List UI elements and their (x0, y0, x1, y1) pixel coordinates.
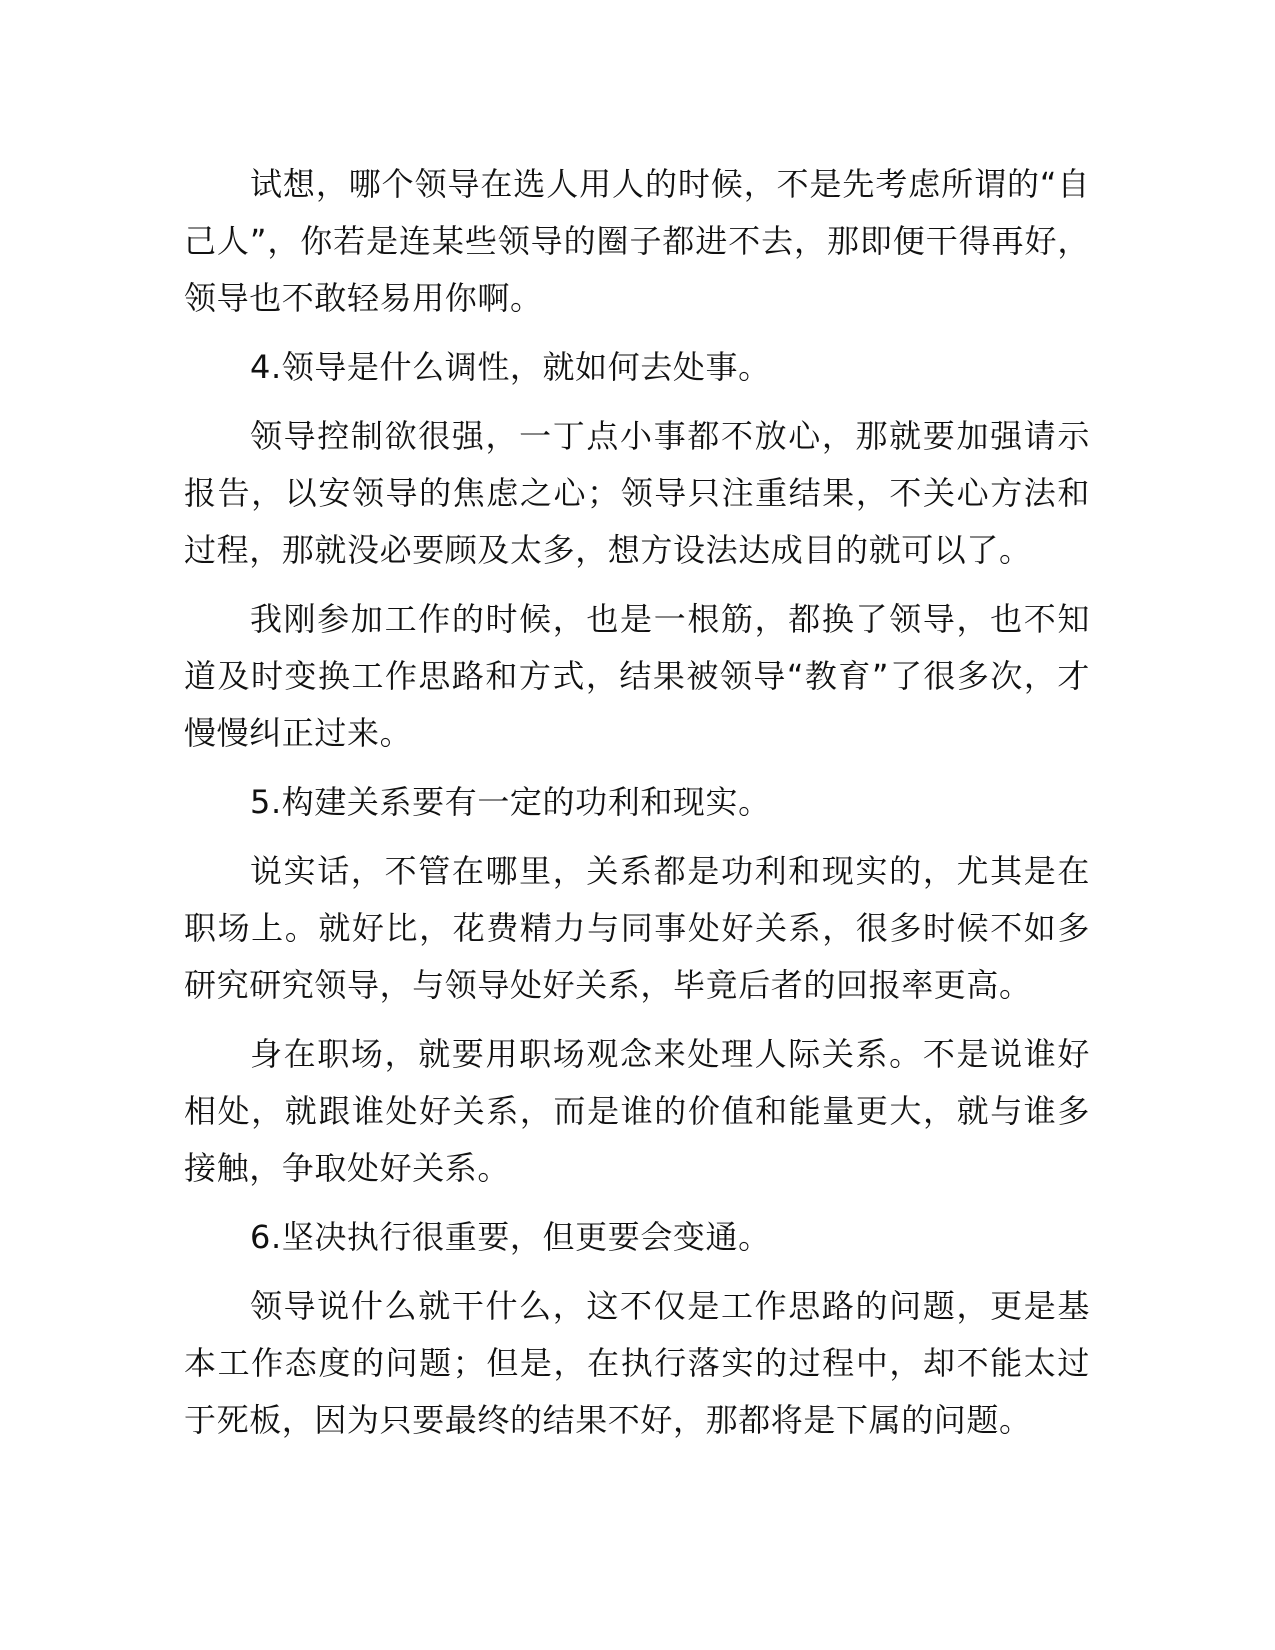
paragraph-workplace: 身在职场，就要用职场观念来处理人际关系。不是说谁好相处，就跟谁处好关系，而是谁的价值和能量更大，就与谁多接触，争取处好关系。 (184, 1035, 1090, 1187)
paragraph-intro: 试想，哪个领导在选人用人的时候，不是先考虑所谓的“自己人”，你若是连某些领导的圈子都进不去，那即便干得再好，领导也不敢轻易用你啊。 (184, 165, 1090, 317)
paragraph-control: 领导控制欲很强，一丁点小事都不放心，那就要加强请示报告，以安领导的焦虑之心；领导只注重结果，不关心方法和过程，那就没必要顾及太多，想方设法达成目的就可以了。 (184, 417, 1090, 569)
paragraph-execution: 领导说什么就干什么，这不仅是工作思路的问题，更是基本工作态度的问题；但是，在执行落实的过程中，却不能太过于死板，因为只要最终的结果不好，那都将是下属的问题。 (184, 1287, 1090, 1439)
section-heading-4: 4.领导是什么调性，就如何去处事。 (250, 348, 771, 386)
section-heading-5: 5.构建关系要有一定的功利和现实。 (250, 783, 771, 821)
section-heading-6: 6.坚决执行很重要，但更要会变通。 (250, 1218, 771, 1256)
paragraph-experience: 我刚参加工作的时候，也是一根筋，都换了领导，也不知道及时变换工作思路和方式，结果被领导“教育”了很多次，才慢慢纠正过来。 (184, 600, 1090, 752)
document-page (184, 156, 1090, 1461)
paragraph-relationships: 说实话，不管在哪里，关系都是功利和现实的，尤其是在职场上。就好比，花费精力与同事处好关系，很多时候不如多研究研究领导，与领导处好关系，毕竟后者的回报率更高。 (184, 852, 1090, 1004)
